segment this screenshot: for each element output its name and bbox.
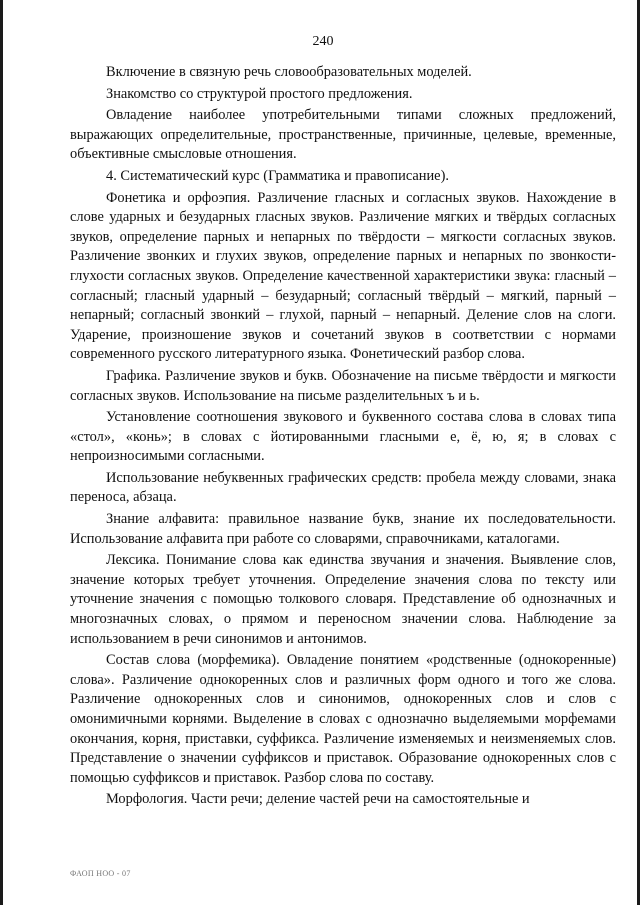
paragraph-simple-sentence: Знакомство со структурой простого предложения. <box>106 85 413 102</box>
paragraph-systematic-course: 4. Систематический курс (Грамматика и правописание). <box>106 167 449 184</box>
paragraph-lexicon: Лексика. Понимание слова как единства звучания и значения. Выявление слов, значение которых требует уточнения. Определение значения слова по тексту или уточнение значения с помощью толкового словаря. Представление об однозначных и многозначных словах, о прямом и переносном значении слова. Наблюдение за использованием в речи синонимов и антонимов. <box>70 552 616 647</box>
paragraph-morphemics: Состав слова (морфемика). Овладение понятием «родственные (однокоренные) слова». Различение однокоренных слов и различных форм одного и того же слова. Различение однокоренных слов и синонимов, однокоренных слов и слов с омонимичными корнями. Выделение в словах с однозначно выделяемыми морфемами окончания, корня, приставки, суффикса. Различение изменяемых и неизменяемых слов. Представление о значении суффиксов и приставок. Образование однокоренных слов с помощью суффиксов и приставок. Разбор слова по составу. <box>70 652 616 786</box>
document-body <box>70 63 616 810</box>
paragraph-nonletter-means: Использование небуквенных графических средств: пробела между словами, знака переноса, абзаца. <box>70 469 616 506</box>
paragraph-alphabet: Знание алфавита: правильное название букв, знание их последовательности. Использование алфавита при работе со словарями, справочниками, каталогами. <box>70 511 616 547</box>
paragraph-word-formation: Включение в связную речь словообразовательных моделей. <box>106 64 472 80</box>
paragraph-morphology: Морфология. Части речи; деление частей речи на самостоятельные и <box>106 791 530 808</box>
paragraph-graphics: Графика. Различение звуков и букв. Обозначение на письме твёрдости и мягкости согласных звуков. Использование на письме разделительных ъ и ь. <box>70 367 616 404</box>
footer-code: ФАОП НОО - 07 <box>70 869 131 878</box>
paragraph-sound-letter: Установление соотношения звукового и буквенного состава слова в словах типа «стол», «конь»; в словах с йотированными гласными е, ё, ю, я; в словах с непроизносимыми согласными. <box>70 409 616 465</box>
paragraph-complex-sentences: Овладение наиболее употребительными типами сложных предложений, выражающих определительные, пространственные, причинные, целевые, временные, объективные смысловые отношения. <box>70 107 616 163</box>
page-number: 240 <box>312 34 334 49</box>
paragraph-phonetics: Фонетика и орфоэпия. Различение гласных и согласных звуков. Нахождение в слове ударных и безударных гласных звуков. Различение мягких и твёрдых согласных звуков, определение парных и непарных по твёрдости – мягкости согласных звуков. Различение звонких и глухих звуков, определение парных и непарных по звонкости-глухости согласных звуков. Определение качественной характеристики звука: гласный – согласный; гласный ударный – безударный; согласный твёрдый – мягкий, парный – непарный; согласный звонкий – глухой, парный – непарный. Деление слов на слоги. Ударение, произношение звуков и сочетаний звуков в соответствии с нормами современного русского литературного языка. Фонетический разбор слова. <box>70 189 616 363</box>
